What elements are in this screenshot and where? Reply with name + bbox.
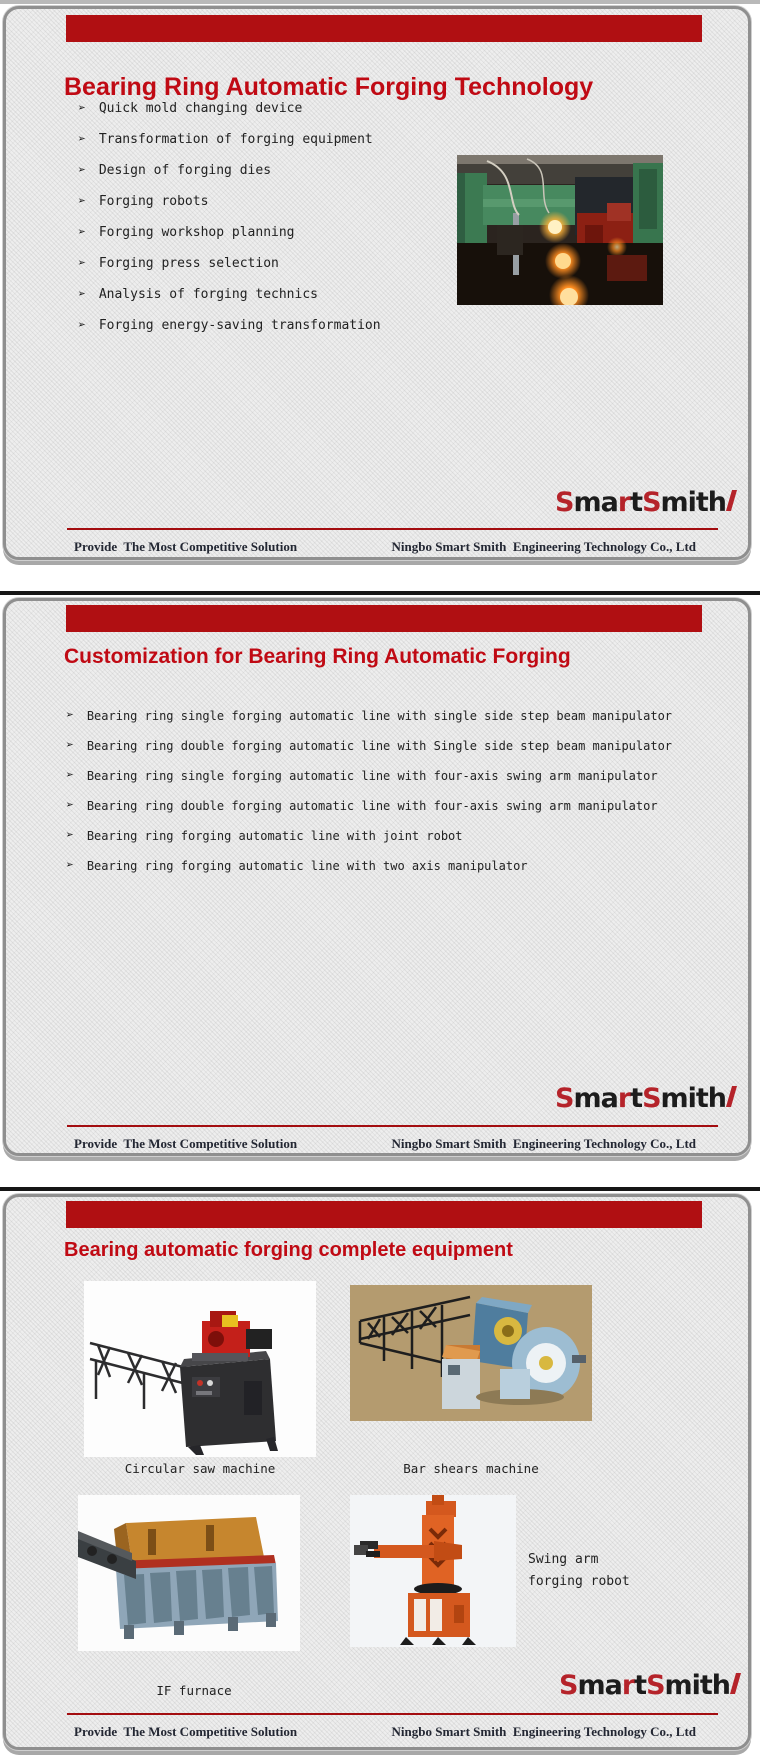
arrow-bullet-icon: ➢	[78, 194, 86, 209]
smartsmith-logo: SmartSmith	[559, 1671, 738, 1701]
footer-divider-line	[67, 528, 718, 530]
slide-2-bullet-list	[66, 701, 672, 881]
arrow-bullet-icon: ➢	[78, 132, 86, 147]
list-item: ➢ Forging energy-saving transformation	[78, 310, 381, 341]
page-top-strip	[0, 0, 760, 4]
list-item: ➢ Forging workshop planning	[78, 217, 381, 248]
caption-if-furnace: IF furnace	[156, 1683, 232, 1698]
page-separator	[0, 591, 760, 595]
arrow-bullet-icon: ➢	[78, 287, 86, 302]
arrow-bullet-icon: ➢	[78, 318, 86, 333]
slide-1-title: Bearing Ring Automatic Forging Technology	[64, 73, 594, 101]
slide-3-title: Bearing automatic forging complete equipment	[64, 1239, 513, 1261]
arrow-bullet-icon: ➢	[66, 708, 74, 723]
slide-3	[3, 1194, 751, 1750]
footer-company: Ningbo Smart Smith Engineering Technology Co., Ltd	[391, 539, 696, 554]
page-separator	[0, 1187, 760, 1191]
footer-divider-line	[67, 1713, 718, 1715]
if-furnace-image	[78, 1495, 300, 1651]
list-item: ➢ Transformation of forging equipment	[78, 124, 381, 155]
list-item: ➢ Bearing ring double forging automatic line with four-axis swing arm manipulator	[66, 791, 672, 821]
footer-slogan: Provide The Most Competitive Solution	[74, 539, 298, 554]
list-item: ➢ Bearing ring single forging automatic line with single side step beam manipulator	[66, 701, 672, 731]
forging-workshop-photo	[457, 155, 663, 305]
bar-shears-machine-image	[350, 1285, 592, 1421]
slide-1-header-bar	[66, 15, 702, 42]
caption-bar-shears: Bar shears machine	[403, 1461, 539, 1476]
list-item: ➢ Analysis of forging technics	[78, 279, 381, 310]
footer-company: Ningbo Smart Smith Engineering Technology Co., Ltd	[391, 1136, 696, 1151]
arrow-bullet-icon: ➢	[66, 738, 74, 753]
arrow-bullet-icon: ➢	[66, 768, 74, 783]
circular-saw-machine-image	[84, 1281, 316, 1457]
slide-2-title: Customization for Bearing Ring Automatic Forging	[64, 645, 571, 668]
caption-circular-saw: Circular saw machine	[124, 1461, 276, 1476]
arrow-bullet-icon: ➢	[66, 828, 74, 843]
list-item: ➢ Design of forging dies	[78, 155, 381, 186]
logo-slash-icon	[726, 1086, 737, 1107]
smartsmith-logo: SmartSmith	[555, 488, 734, 518]
list-item: ➢ Bearing ring single forging automatic line with four-axis swing arm manipulator	[66, 761, 672, 791]
slide-2-header-bar	[66, 605, 702, 632]
list-item: ➢ Bearing ring double forging automatic line with Single side step beam manipulator	[66, 731, 672, 761]
slide-1-bullet-list	[78, 93, 381, 341]
slide-2	[3, 598, 751, 1156]
footer-slogan: Provide The Most Competitive Solution	[74, 1724, 298, 1739]
arrow-bullet-icon: ➢	[78, 225, 86, 240]
swing-arm-robot-image	[350, 1495, 516, 1647]
logo-slash-icon	[726, 490, 737, 511]
footer-slogan: Provide The Most Competitive Solution	[74, 1136, 298, 1151]
footer-divider-line	[67, 1125, 718, 1127]
list-item: ➢ Quick mold changing device	[78, 93, 381, 124]
list-item: ➢ Forging robots	[78, 186, 381, 217]
footer-company: Ningbo Smart Smith Engineering Technology Co., Ltd	[391, 1724, 696, 1739]
list-item: ➢ Forging press selection	[78, 248, 381, 279]
arrow-bullet-icon: ➢	[78, 256, 86, 271]
arrow-bullet-icon: ➢	[78, 163, 86, 178]
swing-robot-label: Swing arm forging robot	[528, 1552, 630, 1589]
slide-3-header-bar	[66, 1201, 702, 1228]
list-item: ➢ Bearing ring forging automatic line with joint robot	[66, 821, 672, 851]
smartsmith-logo: SmartSmith	[555, 1084, 734, 1114]
slide-1	[3, 6, 751, 560]
arrow-bullet-icon: ➢	[78, 101, 86, 116]
logo-slash-icon	[730, 1673, 741, 1694]
arrow-bullet-icon: ➢	[66, 858, 74, 873]
list-item: ➢ Bearing ring forging automatic line with two axis manipulator	[66, 851, 672, 881]
arrow-bullet-icon: ➢	[66, 798, 74, 813]
